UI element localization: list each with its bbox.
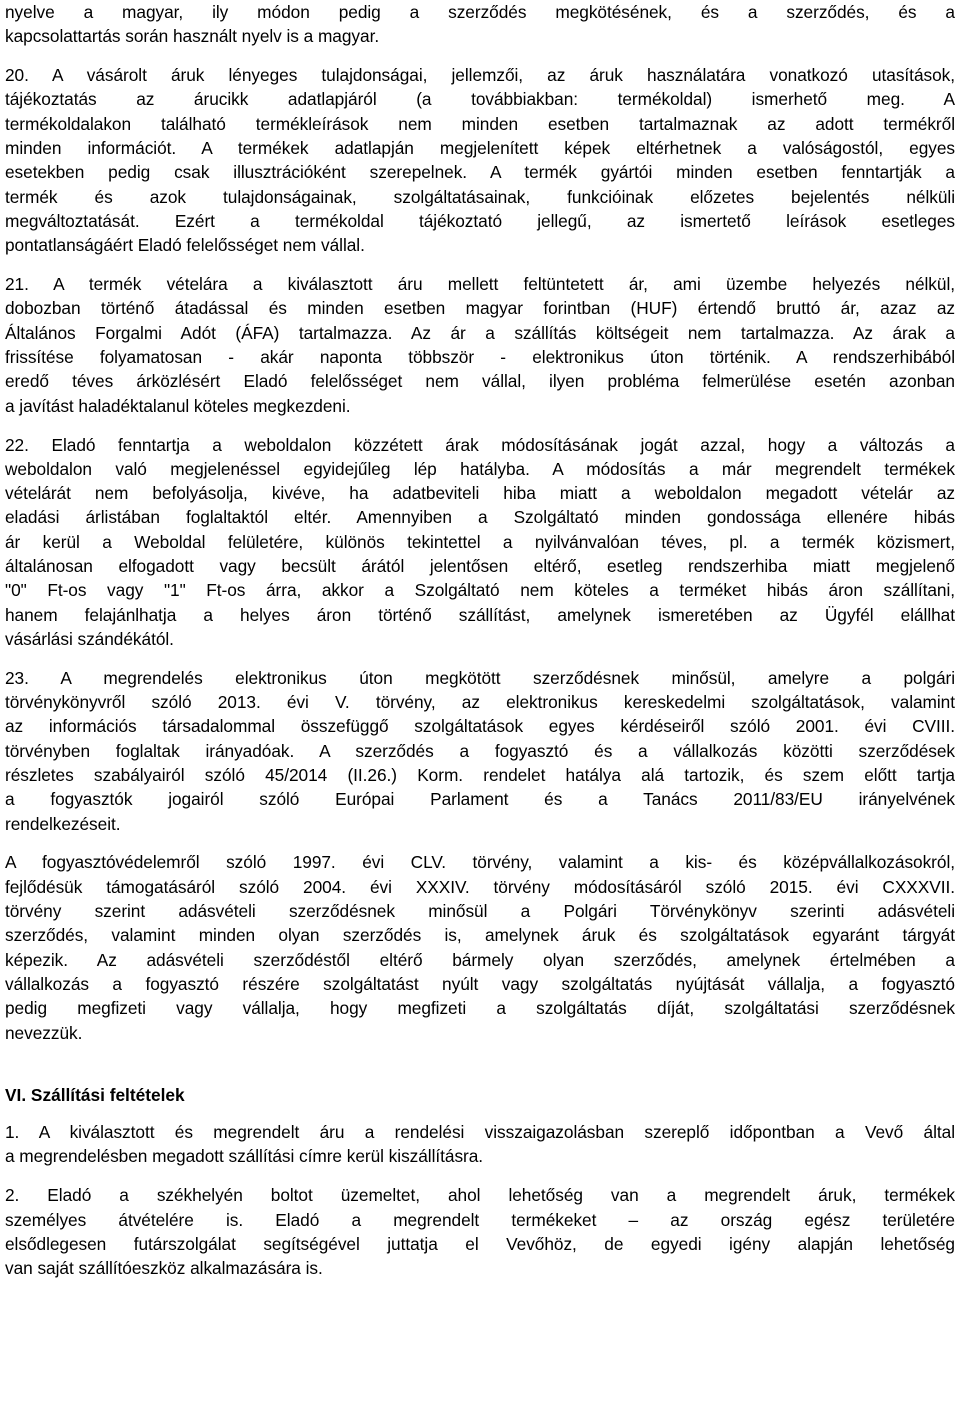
paragraph-p-fogyasztovedelmi <box>5 850 955 1044</box>
text-line: eladási árlistában foglaltaktól eltér. Amennyiben a Szolgáltató minden gondossága ellenére hibás <box>5 507 955 528</box>
text-line: megváltoztatását. Ezért a termékoldal tájékoztató jellegű, az ismertető leírások esetleges <box>5 210 955 231</box>
text-line: eredő téves árközlésért Eladó felelősséget nem vállal, ilyen probléma felmerülése esetén azonban <box>5 371 955 392</box>
text-line: a megrendelésben megadott szállítási címre kerül kiszállításra. <box>5 1146 484 1167</box>
paragraph-spacer <box>5 49 955 64</box>
text-line: 22. Eladó fenntartja a weboldalon közzétett árak módosításának jogát azzal, hogy a változás a <box>5 434 955 455</box>
text-line: a javítást haladéktalanul köteles megkezdeni. <box>5 395 351 416</box>
text-line: 1. A kiválasztott és megrendelt áru a rendelési visszaigazolásban szereplő időpontban a Vevő által <box>5 1122 955 1143</box>
text-line: vásárlási szándékától. <box>5 628 174 649</box>
text-line: vételárát nem befolyásolja, kivéve, ha adatbeviteli hiba miatt a weboldalon megadott vételár az <box>5 483 955 504</box>
text-line: szerződés, valamint minden olyan szerződés is, amelynek áruk és szolgáltatások egyaránt tárgyát <box>5 925 955 946</box>
text-line: nyelve a magyar, ily módon pedig a szerződés megkötésének, és a szerződés, és a <box>5 2 955 22</box>
text-line: a fogyasztók jogairól szóló Európai Parlament és a Tanács 2011/83/EU irányelvének <box>5 789 955 810</box>
section-spacer <box>5 1107 955 1120</box>
paragraph-intro <box>5 0 955 49</box>
text-line: ár kerül a Weboldal felületére, különös tekintettel a nyilvánvalóan téves, pl. a termék közismert, <box>5 531 955 552</box>
document-page <box>5 0 955 1281</box>
paragraph-p22 <box>5 433 955 652</box>
text-line: törvény szerint adásvételi szerződésnek minősül a Polgári Törvénykönyv szerinti adásvételi <box>5 901 955 922</box>
text-line: kapcsolattartás során használt nyelv is a magyar. <box>5 26 380 47</box>
text-line: "0" Ft-os vagy "1" Ft-os árra, akkor a Szolgáltató nem köteles a terméket hibás áron szállítani, <box>5 580 955 601</box>
text-line: A fogyasztóvédelemről szóló 1997. évi CLV. törvény, valamint a kis- és középvállalkozásokról, <box>5 852 955 873</box>
text-line: vállalkozás a fogyasztó részére szolgáltatást nyúlt vagy szolgáltatás nyújtását vállalja, a fogyasztó <box>5 973 955 994</box>
text-line: dobozban történő átadással és minden esetben magyar forintban (HUF) értendő bruttó ár, azaz az <box>5 298 955 319</box>
text-line: pontatlanságáért Eladó felelősséget nem vállal. <box>5 235 365 256</box>
text-line: általánosan elfogadott vagy becsült árától jelentősen eltérő, esetleg rendszerhiba miatt megjelenő <box>5 556 955 577</box>
text-line: 23. A megrendelés elektronikus úton megkötött szerződésnek minősül, amelyre a polgári <box>5 667 955 688</box>
paragraph-spacer <box>5 651 955 666</box>
text-line: termék és azok tulajdonságainak, szolgáltatásainak, funkcióinak előzetes bejelentés nélküli <box>5 186 955 207</box>
text-line: 2. Eladó a székhelyén boltot üzemeltet, ahol lehetőség van a megrendelt áruk, termékek <box>5 1185 955 1206</box>
section-heading: VI. Szállítási feltételek <box>5 1084 185 1105</box>
paragraph-p20 <box>5 63 955 257</box>
paragraph-spacer <box>5 1169 955 1184</box>
text-line: termékoldalakon található termékleírások nem minden esetben tartalmaznak az adott termékről <box>5 113 955 134</box>
text-line: pedig megfizeti vagy vállalja, hogy megfizeti a szolgáltatás díját, szolgáltatási szerződésnek <box>5 998 955 1019</box>
text-line: Általános Forgalmi Adót (ÁFA) tartalmazza. Az ár a szállítás költségeit nem tartalmazza. Az árak a <box>5 322 955 343</box>
text-line: van saját szállítóeszköz alkalmazására is. <box>5 1258 323 1279</box>
text-line: képezik. Az adásvételi szerződéstől eltérő bármely olyan szerződés, amelynek értelmében a <box>5 949 955 970</box>
paragraph-spacer <box>5 836 955 851</box>
text-line: nevezzük. <box>5 1022 83 1043</box>
paragraph-s2 <box>5 1183 955 1280</box>
text-line: személyes átvételére is. Eladó a megrendelt termékeket – az ország egész területére <box>5 1209 955 1230</box>
text-line: részletes szabályairól szóló 45/2014 (II.26.) Korm. rendelet hatálya alá tartozik, és szem előtt tartja <box>5 764 955 785</box>
text-line: törvényben foglaltak irányadóak. A szerződés a fogyasztó és a vállalkozás közötti szerződések <box>5 740 955 761</box>
text-line: frissítése folyamatosan - akár naponta többször - elektronikus úton történik. A rendszerhibából <box>5 347 955 368</box>
section-spacer <box>5 1045 955 1083</box>
text-line: az információs társadalommal összefüggő szolgáltatások egyes kérdéseiről szóló 2001. évi CVIII. <box>5 716 955 737</box>
text-line: 21. A termék vételára a kiválasztott áru mellett feltüntetett ár, ami üzembe helyezés nélkül, <box>5 274 955 295</box>
text-line: minden információt. A termékek adatlapján megjelenített képek eltérhetnek a valóságostól, egyes <box>5 138 955 159</box>
paragraph-spacer <box>5 258 955 273</box>
paragraph-p23 <box>5 666 955 836</box>
paragraph-s1 <box>5 1120 955 1169</box>
text-line: 20. A vásárolt áruk lényeges tulajdonságai, jellemzői, az áruk használatára vonatkozó utasítások, <box>5 65 955 86</box>
text-line: tájékoztatás az árucikk adatlapjáról (a továbbiakban: termékoldal) ismerhető meg. A <box>5 89 955 110</box>
text-line: hanem felajánlhatja a helyes áron történő szállítást, amelynek ismeretében az Ügyfél elállhat <box>5 604 955 625</box>
text-line: rendelkezéseit. <box>5 813 121 834</box>
text-line: törvénykönyvről szóló 2013. évi V. törvény, az elektronikus kereskedelmi szolgáltatások, valamint <box>5 692 955 713</box>
text-line: weboldalon való megjelenéssel egyidejűleg lép hatályba. A módosítás a már megrendelt termékek <box>5 458 955 479</box>
paragraph-spacer <box>5 418 955 433</box>
paragraph-p21 <box>5 272 955 418</box>
text-line: esetekben pedig csak illusztrációként szerepelnek. A termék gyártói minden esetben fenntartják a <box>5 162 955 183</box>
document-body <box>5 0 955 1281</box>
text-line: fejlődésük támogatásáról szóló 2004. évi XXXIV. törvény módosításáról szóló 2015. évi CXXXVII. <box>5 876 955 897</box>
text-line: elsődlegesen futárszolgálat segítségével juttatja el Vevőhöz, de egyedi igény alapján lehetőség <box>5 1233 955 1254</box>
